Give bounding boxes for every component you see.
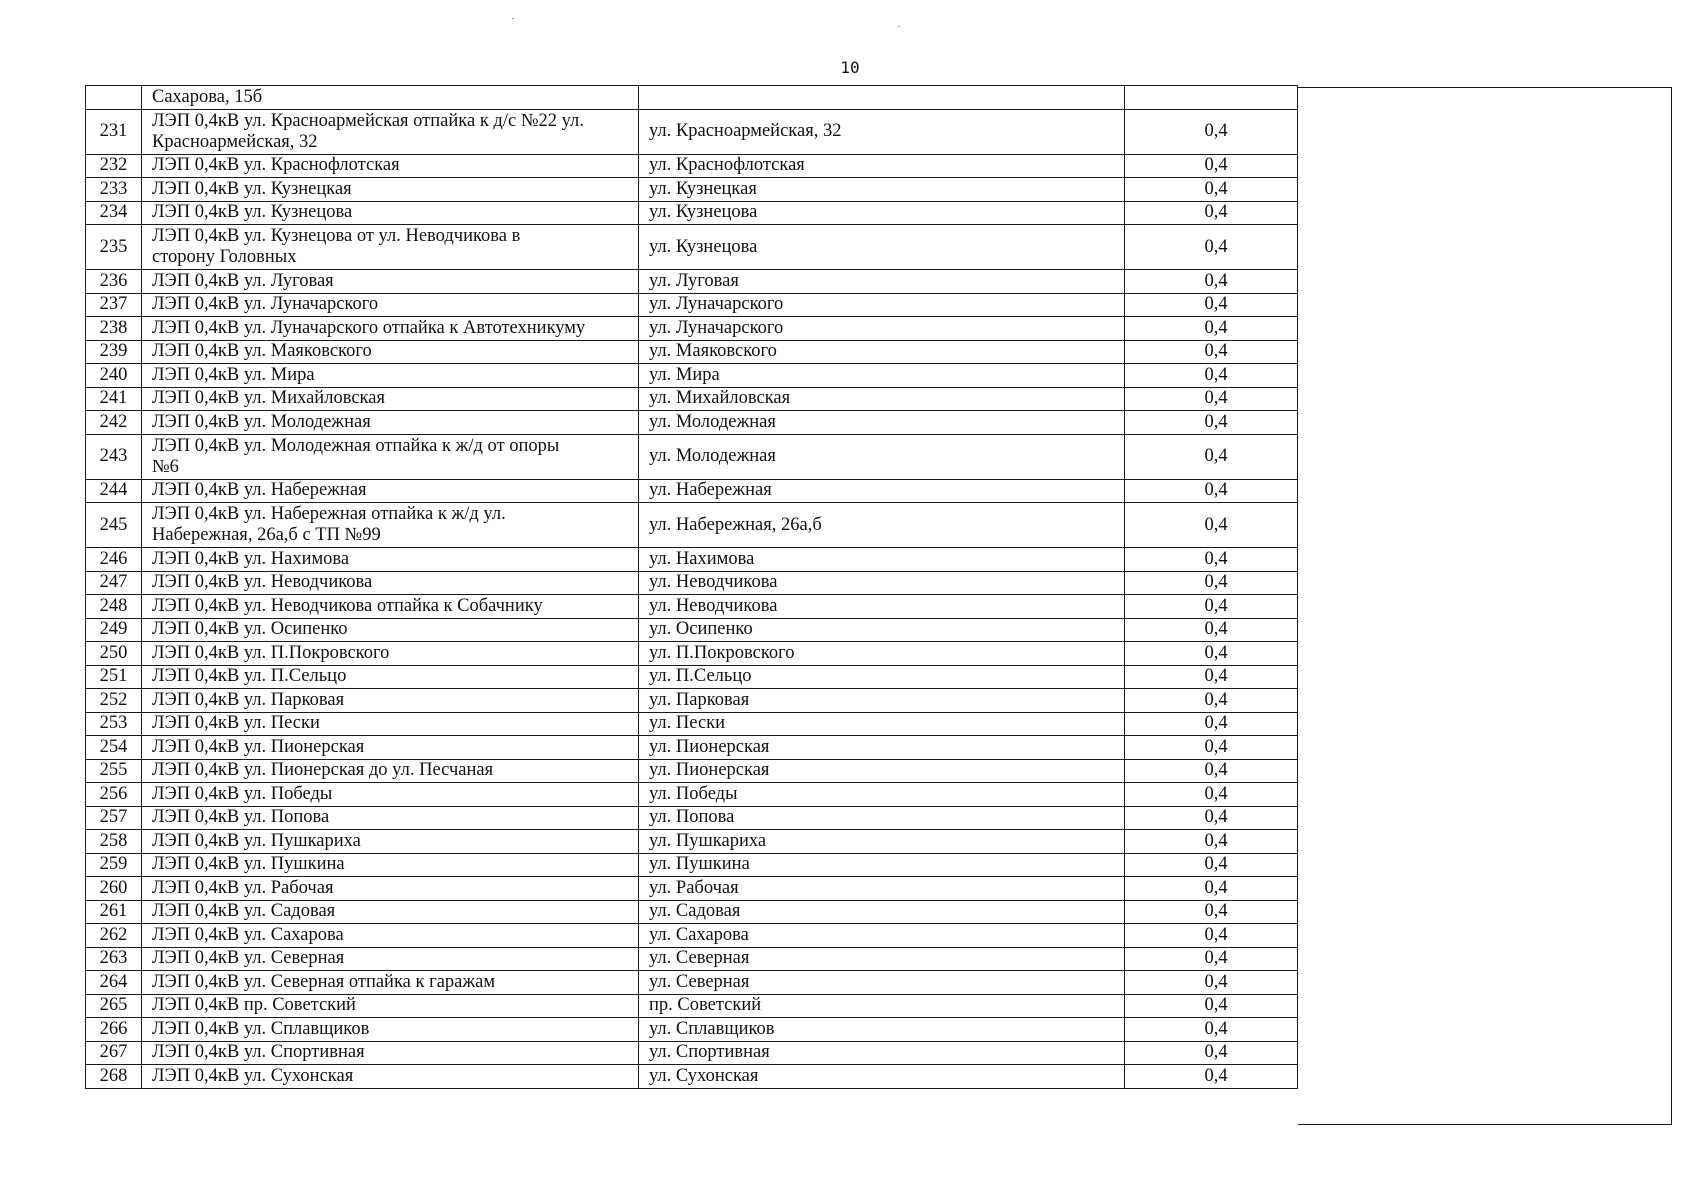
voltage-cell: 0,4 — [1125, 900, 1298, 924]
line-name-text: ЛЭП 0,4кВ ул. Сахарова — [152, 924, 344, 945]
table-row — [86, 971, 1298, 995]
line-name-cell — [142, 503, 639, 548]
address-cell: ул. Маяковского — [639, 340, 1125, 364]
line-name-cell — [142, 877, 639, 901]
address-cell: ул. Луначарского — [639, 317, 1125, 341]
row-number-cell: 266 — [86, 1018, 142, 1042]
address-cell: ул. Победы — [639, 783, 1125, 807]
line-name-cell — [142, 853, 639, 877]
row-number-cell: 244 — [86, 479, 142, 503]
table-row — [86, 736, 1298, 760]
voltage-cell: 0,4 — [1125, 595, 1298, 619]
line-name-cell — [142, 665, 639, 689]
voltage-cell: 0,4 — [1125, 503, 1298, 548]
row-number-cell: 233 — [86, 178, 142, 202]
power-line-registry-table — [85, 85, 1298, 1089]
row-number-cell: 245 — [86, 503, 142, 548]
line-name-text: ЛЭП 0,4кВ ул. П.Покровского — [152, 642, 390, 663]
voltage-cell: 0,4 — [1125, 1041, 1298, 1065]
line-name-text: Набережная, 26а,б с ТП №99 — [152, 525, 381, 545]
line-name-text: ЛЭП 0,4кВ ул. Маяковского — [152, 341, 372, 362]
voltage-cell — [1125, 86, 1298, 110]
line-name-text: ЛЭП 0,4кВ ул. Кузнецова — [152, 202, 353, 223]
line-name-text: ЛЭП 0,4кВ ул. Парковая — [152, 689, 345, 710]
line-name-cell — [142, 317, 639, 341]
address-cell: ул. Осипенко — [639, 618, 1125, 642]
scan-speck — [512, 18, 514, 19]
line-name-cell — [142, 293, 639, 317]
address-cell: ул. Садовая — [639, 900, 1125, 924]
address-cell: ул. Неводчикова — [639, 595, 1125, 619]
voltage-cell: 0,4 — [1125, 853, 1298, 877]
line-name-cell — [142, 270, 639, 294]
line-name-cell — [142, 1018, 639, 1042]
line-name-text: ЛЭП 0,4кВ ул. П.Сельцо — [152, 666, 347, 687]
line-name-text: ЛЭП 0,4кВ ул. Северная отпайка к гаражам — [152, 971, 496, 992]
line-name-text: ЛЭП 0,4кВ ул. Луговая — [152, 270, 334, 291]
address-cell: ул. Красноармейская, 32 — [639, 109, 1125, 154]
voltage-cell: 0,4 — [1125, 293, 1298, 317]
line-name-text: ЛЭП 0,4кВ пр. Советский — [152, 995, 356, 1016]
row-number-cell: 264 — [86, 971, 142, 995]
voltage-cell: 0,4 — [1125, 1065, 1298, 1089]
table-row — [86, 830, 1298, 854]
address-cell: ул. Сплавщиков — [639, 1018, 1125, 1042]
line-name-text: ЛЭП 0,4кВ ул. Неводчикова — [152, 572, 373, 593]
voltage-cell: 0,4 — [1125, 340, 1298, 364]
table-row — [86, 548, 1298, 572]
row-number-cell: 231 — [86, 109, 142, 154]
row-number-cell: 249 — [86, 618, 142, 642]
address-cell: ул. Северная — [639, 971, 1125, 995]
address-cell: ул. Михайловская — [639, 387, 1125, 411]
line-name-text: ЛЭП 0,4кВ ул. Пушкариха — [152, 830, 361, 851]
row-number-cell: 255 — [86, 759, 142, 783]
table-row — [86, 947, 1298, 971]
line-name-cell — [142, 618, 639, 642]
row-number-cell: 263 — [86, 947, 142, 971]
table-row — [86, 853, 1298, 877]
line-name-cell — [142, 387, 639, 411]
row-number-cell: 252 — [86, 689, 142, 713]
address-cell: ул. Пушкариха — [639, 830, 1125, 854]
line-name-text: ЛЭП 0,4кВ ул. Луначарского — [152, 294, 379, 315]
row-number-cell: 256 — [86, 783, 142, 807]
row-number-cell: 241 — [86, 387, 142, 411]
line-name-text: ЛЭП 0,4кВ ул. Пионерская до ул. Песчаная — [152, 760, 494, 781]
table-row — [86, 712, 1298, 736]
table-row — [86, 154, 1298, 178]
voltage-cell: 0,4 — [1125, 364, 1298, 388]
address-cell: ул. Луначарского — [639, 293, 1125, 317]
line-name-text: ЛЭП 0,4кВ ул. Пионерская — [152, 736, 365, 757]
voltage-cell: 0,4 — [1125, 387, 1298, 411]
line-name-cell — [142, 364, 639, 388]
row-number-cell: 253 — [86, 712, 142, 736]
voltage-cell: 0,4 — [1125, 806, 1298, 830]
voltage-cell: 0,4 — [1125, 759, 1298, 783]
table-row — [86, 434, 1298, 479]
line-name-text: ЛЭП 0,4кВ ул. Луначарского отпайка к Автотехникуму — [152, 317, 586, 338]
line-name-cell — [142, 689, 639, 713]
row-number-cell: 235 — [86, 225, 142, 270]
line-name-cell — [142, 994, 639, 1018]
line-name-cell — [142, 154, 639, 178]
address-cell: ул. Рабочая — [639, 877, 1125, 901]
line-name-cell — [142, 712, 639, 736]
voltage-cell: 0,4 — [1125, 830, 1298, 854]
line-name-cell — [142, 201, 639, 225]
line-name-text: ЛЭП 0,4кВ ул. Северная — [152, 948, 345, 969]
line-name-cell — [142, 806, 639, 830]
table-row — [86, 642, 1298, 666]
line-name-cell — [142, 548, 639, 572]
line-name-text: ЛЭП 0,4кВ ул. Краснофлотская — [152, 155, 400, 176]
line-name-cell — [142, 759, 639, 783]
table-row — [86, 571, 1298, 595]
line-name-cell — [142, 411, 639, 435]
address-cell: ул. Молодежная — [639, 434, 1125, 479]
address-cell — [639, 86, 1125, 110]
page-number: 10 — [840, 58, 860, 77]
line-name-cell — [142, 830, 639, 854]
row-number-cell: 259 — [86, 853, 142, 877]
table-row — [86, 340, 1298, 364]
line-name-text: ЛЭП 0,4кВ ул. Красноармейская отпайка к д/с №22 ул. — [152, 110, 584, 131]
voltage-cell: 0,4 — [1125, 571, 1298, 595]
voltage-cell: 0,4 — [1125, 178, 1298, 202]
line-name-text: ЛЭП 0,4кВ ул. Набережная — [152, 480, 367, 501]
line-name-cell — [142, 783, 639, 807]
row-number-cell: 267 — [86, 1041, 142, 1065]
voltage-cell: 0,4 — [1125, 994, 1298, 1018]
address-cell: ул. Кузнецкая — [639, 178, 1125, 202]
line-name-cell — [142, 225, 639, 270]
line-name-cell — [142, 479, 639, 503]
address-cell: ул. Пески — [639, 712, 1125, 736]
row-number-cell: 260 — [86, 877, 142, 901]
voltage-cell: 0,4 — [1125, 154, 1298, 178]
line-name-text: сторону Головных — [152, 247, 297, 267]
row-number-cell: 268 — [86, 1065, 142, 1089]
row-number-cell: 238 — [86, 317, 142, 341]
voltage-cell: 0,4 — [1125, 434, 1298, 479]
row-number-cell: 240 — [86, 364, 142, 388]
row-number-cell: 236 — [86, 270, 142, 294]
table-row — [86, 1041, 1298, 1065]
table-row — [86, 178, 1298, 202]
address-cell: ул. Северная — [639, 947, 1125, 971]
table-row — [86, 783, 1298, 807]
address-cell: ул. Попова — [639, 806, 1125, 830]
table-row — [86, 479, 1298, 503]
table-body — [86, 86, 1298, 1089]
address-cell: ул. Неводчикова — [639, 571, 1125, 595]
line-name-text: ЛЭП 0,4кВ ул. Нахимова — [152, 548, 350, 569]
line-name-cell — [142, 109, 639, 154]
row-number-cell: 242 — [86, 411, 142, 435]
address-cell: ул. Нахимова — [639, 548, 1125, 572]
table-row — [86, 201, 1298, 225]
voltage-cell: 0,4 — [1125, 225, 1298, 270]
address-cell: ул. Сахарова — [639, 924, 1125, 948]
scan-speck — [898, 26, 900, 27]
table-row — [86, 1018, 1298, 1042]
right-margin-frame — [1298, 87, 1672, 1125]
line-name-text: Красноармейская, 32 — [152, 131, 318, 152]
address-cell: ул. Спортивная — [639, 1041, 1125, 1065]
address-cell: ул. Пушкина — [639, 853, 1125, 877]
line-name-text: ЛЭП 0,4кВ ул. Победы — [152, 783, 333, 804]
address-cell: пр. Советский — [639, 994, 1125, 1018]
line-name-text: ЛЭП 0,4кВ ул. Попова — [152, 807, 330, 828]
address-cell: ул. Краснофлотская — [639, 154, 1125, 178]
row-number-cell: 250 — [86, 642, 142, 666]
voltage-cell: 0,4 — [1125, 109, 1298, 154]
voltage-cell: 0,4 — [1125, 317, 1298, 341]
address-cell: ул. П.Покровского — [639, 642, 1125, 666]
row-number-cell: 237 — [86, 293, 142, 317]
table-row — [86, 270, 1298, 294]
voltage-cell: 0,4 — [1125, 642, 1298, 666]
line-name-text: ЛЭП 0,4кВ ул. Неводчикова отпайка к Собачнику — [152, 595, 543, 616]
row-number-cell: 234 — [86, 201, 142, 225]
table-row — [86, 411, 1298, 435]
line-name-text: ЛЭП 0,4кВ ул. Осипенко — [152, 619, 348, 640]
voltage-cell: 0,4 — [1125, 877, 1298, 901]
voltage-cell: 0,4 — [1125, 479, 1298, 503]
address-cell: ул. Кузнецова — [639, 225, 1125, 270]
table-row — [86, 924, 1298, 948]
row-number-cell: 243 — [86, 434, 142, 479]
voltage-cell: 0,4 — [1125, 411, 1298, 435]
line-name-text: ЛЭП 0,4кВ ул. Мира — [152, 364, 315, 385]
table-row — [86, 759, 1298, 783]
voltage-cell: 0,4 — [1125, 924, 1298, 948]
table-row — [86, 877, 1298, 901]
continuation-row — [86, 86, 1298, 110]
row-number-cell: 262 — [86, 924, 142, 948]
row-number-cell: 239 — [86, 340, 142, 364]
line-name-cell — [142, 971, 639, 995]
line-name-text: ЛЭП 0,4кВ ул. Пески — [152, 713, 320, 734]
line-name-text: ЛЭП 0,4кВ ул. Сплавщиков — [152, 1018, 370, 1039]
table-row — [86, 109, 1298, 154]
line-name-text: ЛЭП 0,4кВ ул. Рабочая — [152, 877, 334, 898]
line-name-text: №6 — [152, 456, 179, 477]
address-cell: ул. П.Сельцо — [639, 665, 1125, 689]
address-cell: ул. Мира — [639, 364, 1125, 388]
table-row — [86, 1065, 1298, 1089]
line-name-text: ЛЭП 0,4кВ ул. Сухонская — [152, 1065, 354, 1086]
voltage-cell: 0,4 — [1125, 1018, 1298, 1042]
line-name-cell — [142, 1065, 639, 1089]
line-name-cell — [142, 340, 639, 364]
table-row — [86, 665, 1298, 689]
table-row — [86, 900, 1298, 924]
address-cell: ул. Парковая — [639, 689, 1125, 713]
address-cell: ул. Луговая — [639, 270, 1125, 294]
row-number-cell: 257 — [86, 806, 142, 830]
line-name-text: ЛЭП 0,4кВ ул. Кузнецова от ул. Неводчикова в — [152, 226, 521, 246]
line-name-text: ЛЭП 0,4кВ ул. Садовая — [152, 901, 336, 922]
table-row — [86, 994, 1298, 1018]
row-number-cell — [86, 86, 142, 110]
line-name-text: ЛЭП 0,4кВ ул. Пушкина — [152, 854, 345, 875]
voltage-cell: 0,4 — [1125, 712, 1298, 736]
address-cell: ул. Молодежная — [639, 411, 1125, 435]
line-name-text: ЛЭП 0,4кВ ул. Кузнецкая — [152, 178, 352, 199]
address-cell: ул. Кузнецова — [639, 201, 1125, 225]
row-number-cell: 265 — [86, 994, 142, 1018]
address-cell: ул. Набережная, 26а,б — [639, 503, 1125, 548]
voltage-cell: 0,4 — [1125, 689, 1298, 713]
row-number-cell: 232 — [86, 154, 142, 178]
row-number-cell: 254 — [86, 736, 142, 760]
address-cell: ул. Пионерская — [639, 759, 1125, 783]
row-number-cell: 246 — [86, 548, 142, 572]
table-row — [86, 618, 1298, 642]
voltage-cell: 0,4 — [1125, 736, 1298, 760]
line-name-cell — [142, 924, 639, 948]
line-name-cell — [142, 642, 639, 666]
table-row — [86, 293, 1298, 317]
voltage-cell: 0,4 — [1125, 548, 1298, 572]
table-row — [86, 364, 1298, 388]
voltage-cell: 0,4 — [1125, 618, 1298, 642]
row-number-cell: 251 — [86, 665, 142, 689]
table-row — [86, 387, 1298, 411]
voltage-cell: 0,4 — [1125, 665, 1298, 689]
voltage-cell: 0,4 — [1125, 201, 1298, 225]
line-name-cell — [142, 178, 639, 202]
table-row — [86, 689, 1298, 713]
voltage-cell: 0,4 — [1125, 783, 1298, 807]
line-name-text: ЛЭП 0,4кВ ул. Михайловская — [152, 388, 385, 409]
row-number-cell: 261 — [86, 900, 142, 924]
table-row — [86, 317, 1298, 341]
line-name-cell — [142, 736, 639, 760]
line-name-text: ЛЭП 0,4кВ ул. Спортивная — [152, 1042, 365, 1063]
line-name-cell — [142, 434, 639, 479]
line-name-text: ЛЭП 0,4кВ ул. Молодежная — [152, 411, 371, 432]
voltage-cell: 0,4 — [1125, 270, 1298, 294]
row-number-cell: 258 — [86, 830, 142, 854]
row-number-cell: 247 — [86, 571, 142, 595]
table-row — [86, 806, 1298, 830]
line-name-cell — [142, 947, 639, 971]
voltage-cell: 0,4 — [1125, 947, 1298, 971]
address-cell: ул. Набережная — [639, 479, 1125, 503]
row-number-cell: 248 — [86, 595, 142, 619]
table-row — [86, 595, 1298, 619]
line-name-text: ЛЭП 0,4кВ ул. Набережная отпайка к ж/д ул. — [152, 504, 506, 524]
voltage-cell: 0,4 — [1125, 971, 1298, 995]
line-name-text: ЛЭП 0,4кВ ул. Молодежная отпайка к ж/д от опоры — [152, 435, 560, 456]
line-name-cell — [142, 900, 639, 924]
table-row — [86, 225, 1298, 270]
address-cell: ул. Сухонская — [639, 1065, 1125, 1089]
address-cell: ул. Пионерская — [639, 736, 1125, 760]
line-name-cell — [142, 1041, 639, 1065]
line-name-cell: Сахарова, 15б — [142, 86, 639, 110]
line-name-cell — [142, 595, 639, 619]
table-row — [86, 503, 1298, 548]
line-name-cell — [142, 571, 639, 595]
